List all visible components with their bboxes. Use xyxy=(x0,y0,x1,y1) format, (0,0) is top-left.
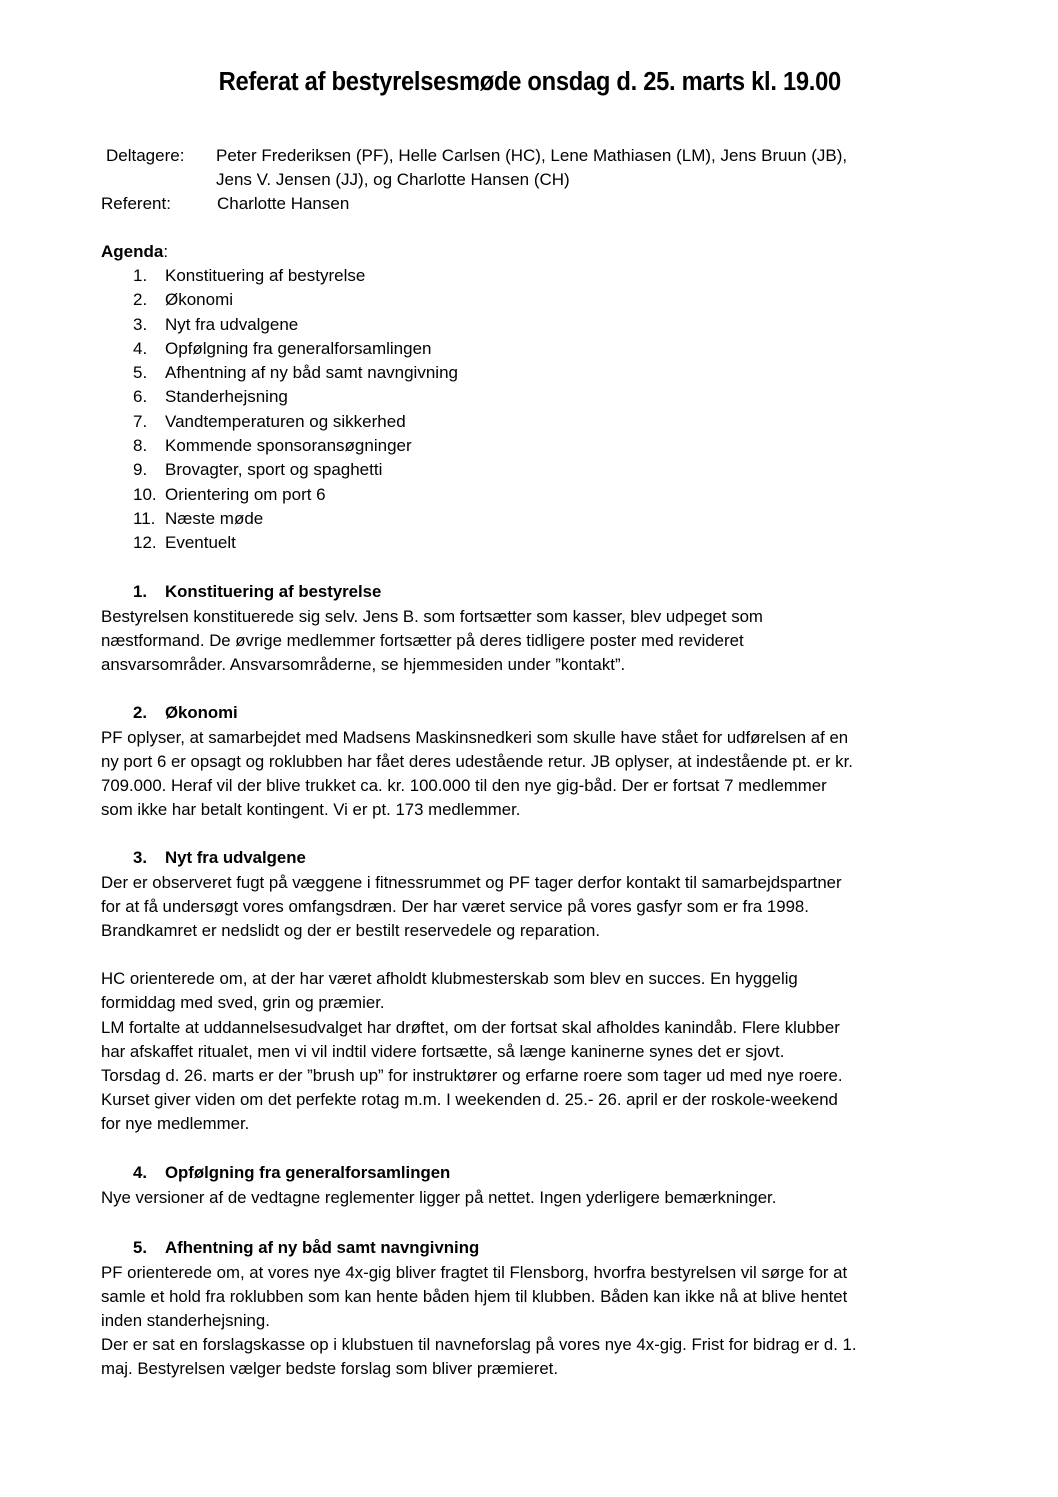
section-text-line: Kurset giver viden om det perfekte rotag m.m. I weekenden d. 25.- 26. april er der roskole-weekend xyxy=(101,1090,838,1110)
section-text-line: Nye versioner af de vedtagne reglementer ligger på nettet. Ingen yderligere bemærkninger. xyxy=(101,1187,777,1207)
section-heading xyxy=(101,580,1001,605)
referent-value: Charlotte Hansen xyxy=(217,194,350,213)
section-afhentning xyxy=(101,1236,1001,1381)
section-title: Konstituering af bestyrelse xyxy=(165,582,382,601)
agenda-item-text: Brovagter, sport og spaghetti xyxy=(165,460,383,480)
agenda-item-text: Konstituering af bestyrelse xyxy=(165,266,366,285)
section-title: Økonomi xyxy=(165,703,238,722)
section-text-line: ny port 6 er opsagt og roklubben har fået deres udestående retur. JB oplyser, at indestående pt. er kr. xyxy=(101,751,853,771)
section-number: 3. xyxy=(133,848,147,867)
page-title: Referat af bestyrelsesmøde onsdag d. 25. marts kl. 19.00 xyxy=(218,68,841,96)
agenda-item-number: 3. xyxy=(133,314,148,334)
section-title: Opfølgning fra generalforsamlingen xyxy=(165,1163,451,1182)
agenda-item-number: 12. xyxy=(133,533,157,553)
participants-line-2: Jens V. Jensen (JJ), og Charlotte Hansen (CH) xyxy=(216,170,570,189)
section-text-line: samle et hold fra roklubben som kan hente båden hjem til klubben. Båden kan ikke nå at blive hentet xyxy=(101,1286,848,1306)
section-number: 4. xyxy=(133,1163,147,1182)
section-text-line: HC orienterede om, at der har været afholdt klubmesterskab som blev en succes. En hyggelig xyxy=(101,969,798,989)
agenda-item-text: Afhentning af ny båd samt navngivning xyxy=(165,363,458,383)
agenda-item-number: 4. xyxy=(133,338,148,358)
section-text-line: inden standerhejsning. xyxy=(101,1310,270,1330)
section-text-line: Brandkamret er nedslidt og der er bestilt reservedele og reparation. xyxy=(101,920,601,940)
section-text-line: 709.000. Heraf vil der blive trukket ca. kr. 100.000 til den nye gig-båd. Der er fortsat 7 medlemmer xyxy=(101,775,827,795)
agenda-item-text: Kommende sponsoransøgninger xyxy=(165,436,412,456)
section-text-line: for at få undersøgt vores omfangsdræn. Der har været service på vores gasfyr som er fra 1998. xyxy=(101,896,809,916)
section-title: Afhentning af ny båd samt navngivning xyxy=(165,1238,480,1257)
agenda-item-text: Eventuelt xyxy=(165,533,236,553)
agenda-item-number: 10. xyxy=(133,484,157,504)
agenda-item-number: 7. xyxy=(133,411,148,431)
agenda-item-text: Næste møde xyxy=(165,508,264,528)
agenda-heading-text: Agenda xyxy=(101,242,164,261)
agenda-item-number: 11. xyxy=(133,508,156,528)
section-text-line: Bestyrelsen konstituerede sig selv. Jens B. som fortsætter som kasser, blev udpeget som xyxy=(101,606,763,626)
section-number: 2. xyxy=(133,703,147,722)
agenda-item-number: 8. xyxy=(133,436,148,456)
section-title: Nyt fra udvalgene xyxy=(165,848,306,867)
section-number: 5. xyxy=(133,1238,147,1257)
section-text-line: næstformand. De øvrige medlemmer fortsætter på deres tidligere poster med revideret xyxy=(101,630,744,650)
paragraph-gap xyxy=(101,943,1001,967)
section-text-line: Der er sat en forslagskasse op i klubstuen til navneforslag på vores nye 4x-gig. Frist for bidrag er d. 1. xyxy=(101,1335,857,1355)
agenda-item-text: Opfølgning fra generalforsamlingen xyxy=(165,338,432,358)
section-oekonomi xyxy=(101,701,1001,822)
section-heading xyxy=(101,846,1001,871)
section-text-line: PF oplyser, at samarbejdet med Madsens Maskinsnedkeri som skulle have stået for udførelsen af en xyxy=(101,727,849,747)
section-heading xyxy=(101,701,1001,726)
section-number: 1. xyxy=(133,582,147,601)
section-nyt-fra-udvalgene xyxy=(101,846,1001,1137)
agenda-item-number: 2. xyxy=(133,290,148,310)
section-text-line: som ikke har betalt kontingent. Vi er pt. 173 medlemmer. xyxy=(101,800,521,820)
agenda-heading xyxy=(101,240,168,265)
section-text-line: har afskaffet ritualet, men vi vil indtil videre fortsætte, så længe kaninerne synes det er sjovt. xyxy=(101,1041,785,1061)
agenda-item-text: Økonomi xyxy=(165,290,234,310)
referent-label: Referent: xyxy=(101,194,171,213)
section-text-line: PF orienterede om, at vores nye 4x-gig bliver fragtet til Flensborg, hvorfra bestyrelsen vil sørge for at xyxy=(101,1262,848,1282)
participants-line-1: Peter Frederiksen (PF), Helle Carlsen (HC), Lene Mathiasen (LM), Jens Bruun (JB), xyxy=(216,146,848,165)
section-opfoelgning xyxy=(101,1161,1001,1210)
section-text-line: ansvarsområder. Ansvarsområderne, se hjemmesiden under ”kontakt”. xyxy=(101,654,626,674)
agenda-item-number: 6. xyxy=(133,387,148,407)
section-konstituering xyxy=(101,580,1001,677)
agenda-item-number: 5. xyxy=(133,363,148,383)
participants-label: Deltagere: xyxy=(106,146,185,165)
agenda-item-text: Orientering om port 6 xyxy=(165,484,326,504)
section-text-line: for nye medlemmer. xyxy=(101,1114,250,1134)
section-text-line: Der er observeret fugt på væggene i fitnessrummet og PF tager derfor kontakt til samarbejdspartner xyxy=(101,872,842,892)
agenda-item-text: Vandtemperaturen og sikkerhed xyxy=(165,411,406,431)
section-text-line: LM fortalte at uddannelsesudvalget har drøftet, om der fortsat skal afholdes kanindåb. Flere klubber xyxy=(101,1017,840,1037)
section-text-line: Torsdag d. 26. marts er der ”brush up” for instruktører og erfarne roere som tager ud med nye roere. xyxy=(101,1066,843,1085)
agenda-heading-colon: : xyxy=(163,242,169,261)
agenda-item-number: 1. xyxy=(133,266,148,285)
section-heading xyxy=(101,1161,1001,1186)
agenda-item-text: Nyt fra udvalgene xyxy=(165,314,299,334)
section-text-line: formiddag med sved, grin og præmier. xyxy=(101,993,385,1013)
section-heading xyxy=(101,1236,1001,1261)
agenda-item-text: Standerhejsning xyxy=(165,387,288,407)
section-text-line: maj. Bestyrelsen vælger bedste forslag som bliver præmieret. xyxy=(101,1359,558,1379)
agenda-item-number: 9. xyxy=(133,460,148,480)
